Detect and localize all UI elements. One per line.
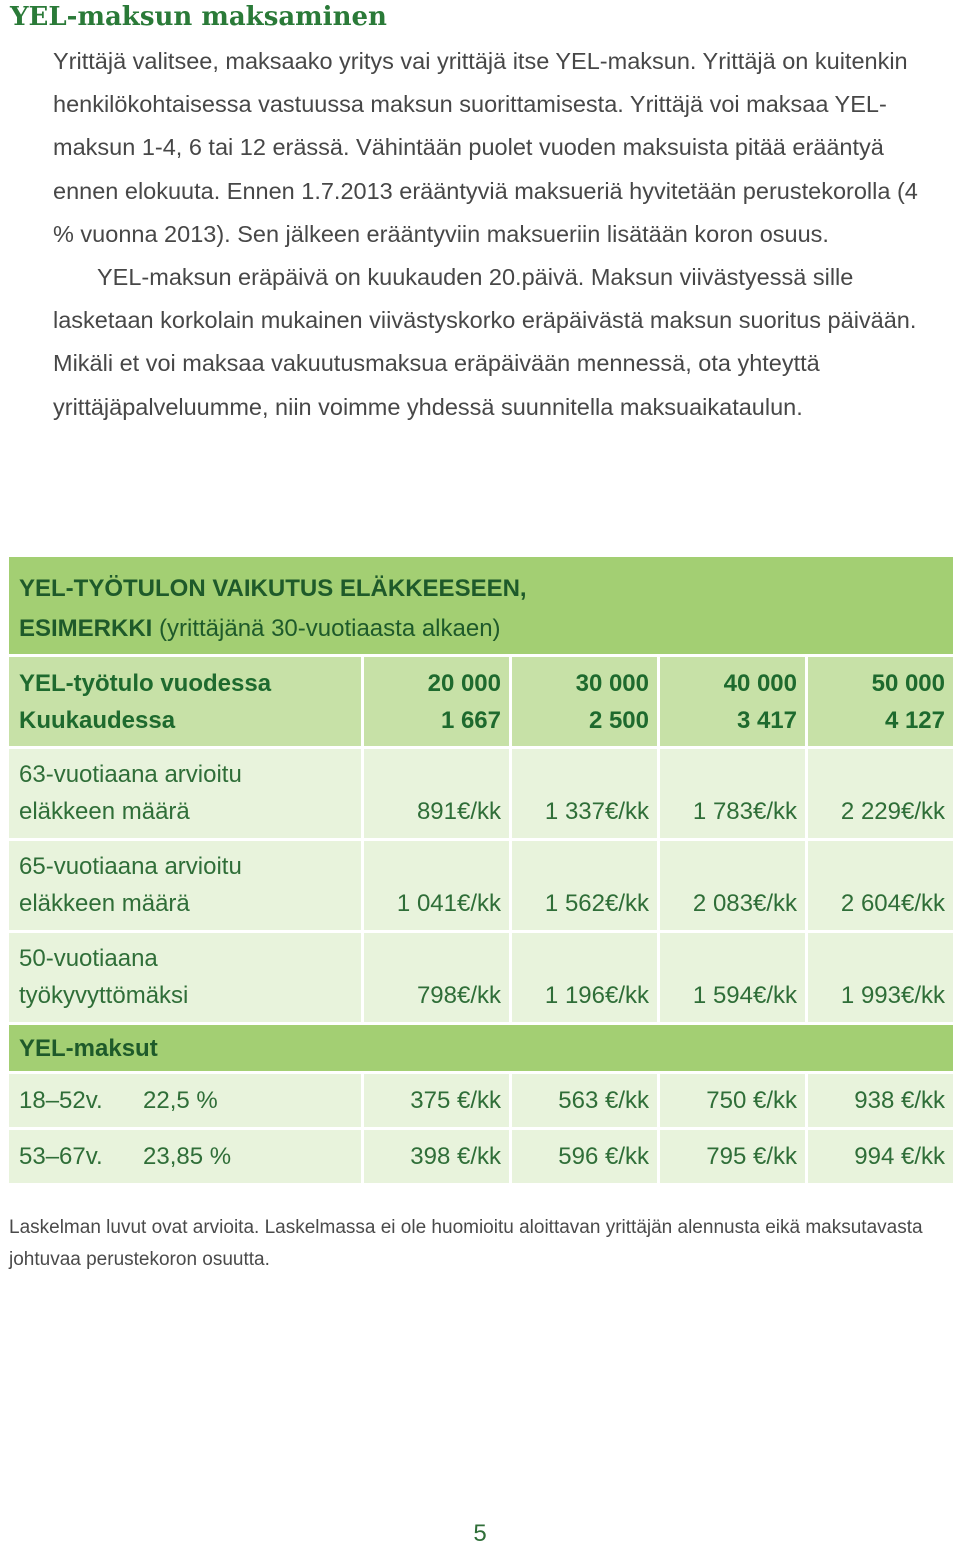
income-annual: 50 000 bbox=[871, 669, 945, 697]
payment-age-range: 53–67v. bbox=[19, 1143, 103, 1170]
income-cell bbox=[805, 657, 953, 746]
paragraph-2: YEL-maksun eräpäivä on kuukauden 20.päivä. Maksun viivästyessä sille lasketaan korkolain mukainen viivästyskorko eräpäivästä maksun suoritus päivään. Mikäli et voi maksaa vakuutusmaksua eräpäivään mennessä, ota yhteyttä yrittäjäpalveluumme, niin voimme yhdessä suunnitella maksuaikataulun. bbox=[53, 264, 917, 420]
payment-label-cell bbox=[9, 1074, 361, 1127]
payment-value: 375 €/kk bbox=[361, 1074, 509, 1127]
pension-value: 1 594€/kk bbox=[657, 933, 805, 1022]
table-heading-example: ESIMERKKI bbox=[19, 615, 153, 642]
pension-value: 1 196€/kk bbox=[509, 933, 657, 1022]
income-monthly: 4 127 bbox=[884, 706, 945, 734]
pension-label-cell bbox=[9, 933, 361, 1022]
payment-value: 398 €/kk bbox=[361, 1130, 509, 1183]
income-cell bbox=[657, 657, 805, 746]
pension-value: 891€/kk bbox=[361, 749, 509, 838]
payment-rate: 22,5 % bbox=[143, 1087, 218, 1114]
pension-row bbox=[9, 838, 953, 930]
income-cell bbox=[361, 657, 509, 746]
payment-rate: 23,85 % bbox=[143, 1143, 232, 1170]
income-annual: 20 000 bbox=[427, 669, 501, 697]
pension-label: 50-vuotiaana bbox=[19, 945, 158, 972]
pension-value: 798€/kk bbox=[361, 933, 509, 1022]
pension-label: työkyvyttömäksi bbox=[19, 982, 189, 1009]
pension-value: 2 083€/kk bbox=[657, 841, 805, 930]
table-heading-line-1: YEL-TYÖTULON VAIKUTUS ELÄKKEESEEN, bbox=[19, 575, 527, 602]
payment-value: 596 €/kk bbox=[509, 1130, 657, 1183]
page-number: 5 bbox=[473, 1520, 487, 1547]
income-cell bbox=[509, 657, 657, 746]
income-label-annual: YEL-työtulo vuodessa bbox=[19, 669, 272, 697]
payment-age-range: 18–52v. bbox=[19, 1087, 103, 1114]
pension-value: 1 783€/kk bbox=[657, 749, 805, 838]
income-label-cell bbox=[9, 657, 361, 746]
pension-table bbox=[9, 557, 953, 1183]
payments-heading: YEL-maksut bbox=[19, 1034, 158, 1062]
pension-row bbox=[9, 746, 953, 838]
pension-label-cell bbox=[9, 841, 361, 930]
body-text bbox=[53, 40, 943, 429]
pension-label-cell bbox=[9, 749, 361, 838]
payment-value: 563 €/kk bbox=[509, 1074, 657, 1127]
pension-value: 1 993€/kk bbox=[805, 933, 953, 1022]
income-monthly: 3 417 bbox=[736, 706, 797, 734]
income-monthly: 1 667 bbox=[440, 706, 501, 734]
payment-row bbox=[9, 1127, 953, 1183]
payment-row bbox=[9, 1071, 953, 1127]
payment-value: 938 €/kk bbox=[805, 1074, 953, 1127]
pension-label: eläkkeen määrä bbox=[19, 890, 190, 917]
pension-label: 63-vuotiaana arvioitu bbox=[19, 761, 242, 788]
income-row bbox=[9, 654, 953, 746]
pension-value: 1 562€/kk bbox=[509, 841, 657, 930]
table-heading bbox=[9, 557, 953, 654]
pension-row bbox=[9, 930, 953, 1022]
payments-section-row bbox=[9, 1022, 953, 1071]
payment-value: 994 €/kk bbox=[805, 1130, 953, 1183]
footnote: Laskelman luvut ovat arvioita. Laskelmassa ei ole huomioitu aloittavan yrittäjän alennusta eikä maksutavasta johtuvaa perustekoron osuutta. bbox=[9, 1217, 923, 1270]
pension-value: 2 229€/kk bbox=[805, 749, 953, 838]
pension-label: eläkkeen määrä bbox=[19, 798, 190, 825]
income-monthly: 2 500 bbox=[588, 706, 649, 734]
pension-value: 1 337€/kk bbox=[509, 749, 657, 838]
page-title: YEL-maksun maksaminen bbox=[10, 2, 387, 32]
income-annual: 40 000 bbox=[723, 669, 797, 697]
pension-value: 1 041€/kk bbox=[361, 841, 509, 930]
income-annual: 30 000 bbox=[575, 669, 649, 697]
income-label-monthly: Kuukaudessa bbox=[19, 706, 176, 734]
table-heading-subtitle: (yrittäjänä 30-vuotiaasta alkaen) bbox=[152, 615, 501, 642]
pension-value: 2 604€/kk bbox=[805, 841, 953, 930]
payment-value: 750 €/kk bbox=[657, 1074, 805, 1127]
payment-value: 795 €/kk bbox=[657, 1130, 805, 1183]
paragraph-1: Yrittäjä valitsee, maksaako yritys vai yrittäjä itse YEL-maksun. Yrittäjä on kuitenkin henkilökohtaisessa vastuussa maksun suorittamisesta. Yrittäjä voi maksaa YEL-maksun 1-4, 6 tai 12 erässä. Vähintään puolet vuoden maksuista pitää erääntyä ennen elokuuta. Ennen 1.7.2013 erääntyviä maksueriä hyvitetään perustekorolla (4 % vuonna 2013). Sen jälkeen erääntyviin maksueriin lisätään koron osuus. bbox=[53, 48, 918, 247]
pension-label: 65-vuotiaana arvioitu bbox=[19, 853, 242, 880]
payment-label-cell bbox=[9, 1130, 361, 1183]
